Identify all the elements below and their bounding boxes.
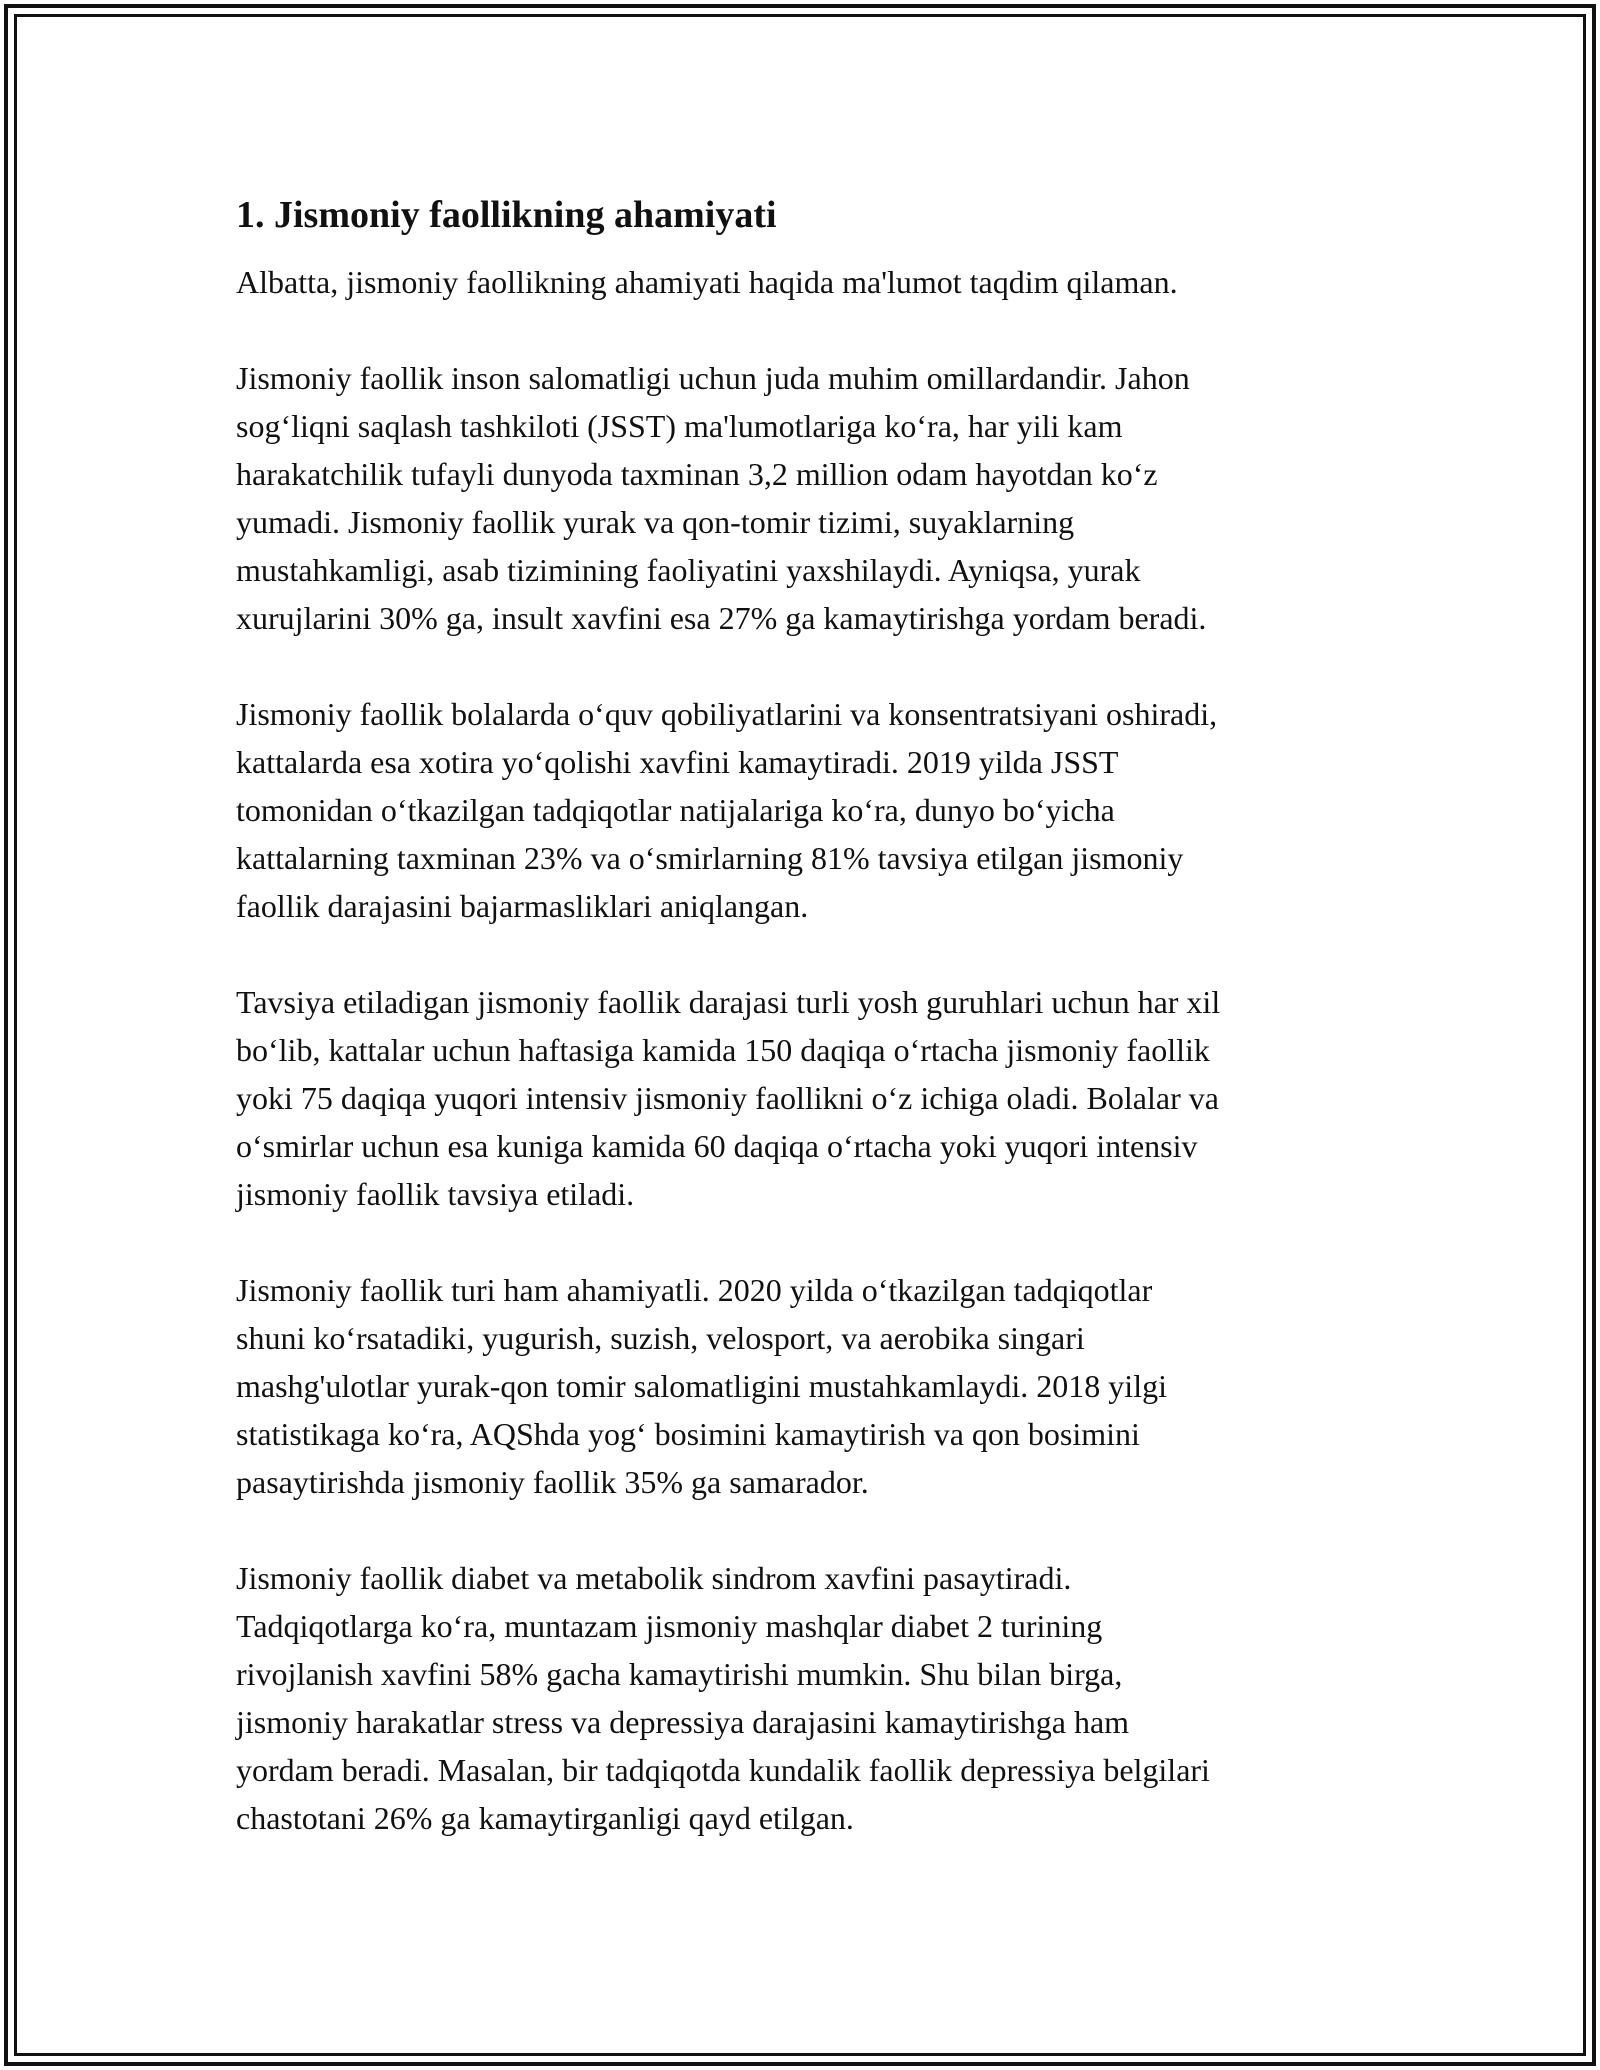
paragraph-line: kattalarda esa xotira yo‘qolishi xavfini kamaytiradi. 2019 yilda JSST (236, 744, 1119, 780)
paragraph-faollik-turi (236, 1266, 1386, 1506)
paragraph-line: yoki 75 daqiqa yuqori intensiv jismoniy faollikni o‘z ichiga oladi. Bolalar va (236, 1080, 1219, 1116)
paragraph-line: jismoniy harakatlar stress va depressiya darajasini kamaytirishga ham (236, 1704, 1130, 1740)
paragraph-line: sog‘liqni saqlash tashkiloti (JSST) ma'lumotlariga ko‘ra, har yili kam (236, 408, 1123, 444)
paragraph-line: o‘smirlar uchun esa kuniga kamida 60 daqiqa o‘rtacha yoki yuqori intensiv (236, 1128, 1198, 1164)
paragraph-line: Jismoniy faollik inson salomatligi uchun juda muhim omillardandir. Jahon (236, 360, 1190, 396)
paragraph-line: mustahkamligi, asab tizimining faoliyatini yaxshilaydi. Ayniqsa, yurak (236, 552, 1141, 588)
paragraph-line: rivojlanish xavfini 58% gacha kamaytirishi mumkin. Shu bilan birga, (236, 1656, 1123, 1692)
section-heading: 1. Jismoniy faollikning ahamiyati (236, 194, 777, 236)
intro-paragraph: Albatta, jismoniy faollikning ahamiyati haqida ma'lumot taqdim qilaman. (236, 264, 1178, 300)
paragraph-line: Jismoniy faollik bolalarda o‘quv qobiliyatlarini va konsentratsiyani oshiradi, (236, 696, 1218, 732)
paragraph-line: Tadqiqotlarga ko‘ra, muntazam jismoniy mashqlar diabet 2 turining (236, 1608, 1103, 1644)
paragraph-line: statistikaga ko‘ra, AQShda yog‘ bosimini kamaytirish va qon bosimini (236, 1416, 1140, 1452)
paragraph-line: pasaytirishda jismoniy faollik 35% ga samarador. (236, 1464, 869, 1500)
paragraph-line: jismoniy faollik tavsiya etiladi. (236, 1176, 635, 1212)
paragraph-salomatlik (236, 354, 1386, 642)
paragraph-line: mashg'ulotlar yurak-qon tomir salomatligini mustahkamlaydi. 2018 yilgi (236, 1368, 1167, 1404)
paragraph-line: Jismoniy faollik turi ham ahamiyatli. 2020 yilda o‘tkazilgan tadqiqotlar (236, 1272, 1153, 1308)
paragraph-line: bo‘lib, kattalar uchun haftasiga kamida 150 daqiqa o‘rtacha jismoniy faollik (236, 1032, 1210, 1068)
document-body (236, 186, 1386, 1842)
paragraph-line: xurujlarini 30% ga, insult xavfini esa 27% ga kamaytirishga yordam beradi. (236, 600, 1207, 636)
paragraph-line: kattalarning taxminan 23% va o‘smirlarning 81% tavsiya etilgan jismoniy (236, 840, 1184, 876)
paragraph-line: shuni ko‘rsatadiki, yugurish, suzish, velosport, va aerobika singari (236, 1320, 1085, 1356)
paragraph-line: faollik darajasini bajarmasliklari aniqlangan. (236, 888, 809, 924)
paragraph-line: yordam beradi. Masalan, bir tadqiqotda kundalik faollik depressiya belgilari (236, 1752, 1210, 1788)
paragraph-diabet (236, 1554, 1386, 1842)
paragraph-line: chastotani 26% ga kamaytirganligi qayd etilgan. (236, 1800, 854, 1836)
paragraph-line: Tavsiya etiladigan jismoniy faollik darajasi turli yosh guruhlari uchun har xil (236, 984, 1221, 1020)
paragraph-tavsiya (236, 978, 1386, 1218)
paragraph-bolalar (236, 690, 1386, 930)
paragraph-line: yumadi. Jismoniy faollik yurak va qon-tomir tizimi, suyaklarning (236, 504, 1075, 540)
paragraph-line: Jismoniy faollik diabet va metabolik sindrom xavfini pasaytiradi. (236, 1560, 1072, 1596)
paragraph-line: harakatchilik tufayli dunyoda taxminan 3,2 million odam hayotdan ko‘z (236, 456, 1158, 492)
paragraph-line: tomonidan o‘tkazilgan tadqiqotlar natijalariga ko‘ra, dunyo bo‘yicha (236, 792, 1115, 828)
